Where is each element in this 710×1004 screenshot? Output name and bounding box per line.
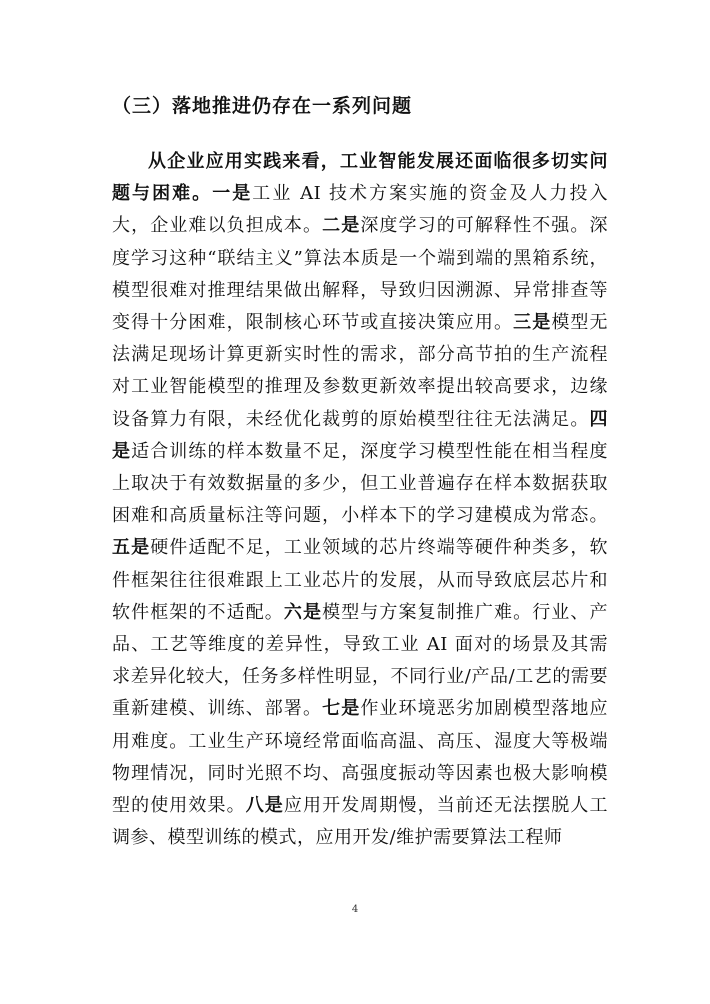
point-8-label: 八是 bbox=[245, 795, 284, 817]
point-4-label: 四是 bbox=[112, 408, 608, 462]
point-5-label: 五是 bbox=[112, 537, 151, 559]
point-7-label: 七是 bbox=[322, 698, 361, 720]
point-5-text: 硬件适配不足，工业领域的芯片终端等硬件种类多，软件框架往往很难跟上工业芯片的发展，从而导致底层芯片和软件框架的不适配。 bbox=[112, 537, 609, 623]
point-3-text: 模型无法满足现场计算更新实时性的需求，部分高节拍的生产流程对工业智能模型的推理及参数更新效率提出较高要求，边缘设备算力有限，未经优化裁剪的原始模型往往无法满足。 bbox=[112, 312, 609, 430]
lead-sentence: 从企业应用实践来看，工业智能发展还面临很多切实问题与困难。 bbox=[112, 151, 608, 205]
page-number: 4 bbox=[351, 904, 359, 915]
section-heading: （三）落地推进仍存在一系列问题 bbox=[112, 95, 413, 117]
point-1-label: 一是 bbox=[212, 183, 253, 205]
point-3-label: 三是 bbox=[513, 312, 552, 334]
point-4-text: 适合训练的样本数量不足，深度学习模型性能在相当程度上取决于有效数据量的多少，但工业普遍存在样本数据获取困难和高质量标注等问题，小样本下的学习建模成为常态。 bbox=[112, 440, 609, 527]
point-8-text: 应用开发周期慢，当前还无法摆脱人工调参、模型训练的模式，应用开发/维护需要算法工程师 bbox=[112, 795, 609, 849]
point-7-text: 作业环境恶劣加剧模型落地应用难度。工业生产环境经常面临高温、高压、湿度大等极端物理情况，同时光照不均、高强度振动等因素也极大影响模型的使用效果。 bbox=[112, 698, 609, 817]
point-2-label: 二是 bbox=[322, 215, 361, 237]
point-6-label: 六是 bbox=[283, 601, 323, 623]
point-1-text: 工业 AI 技术方案实施的资金及人力投入大，企业难以负担成本。 bbox=[112, 183, 608, 237]
point-2-text: 深度学习的可解释性不强。深度学习这种“联结主义”算法本质是一个端到端的黑箱系统，模型很难对推理结果做出解释，导致归因溯源、异常排查等变得十分困难，限制核心环节或直接决策应用。 bbox=[112, 215, 609, 334]
body-paragraph bbox=[112, 146, 608, 854]
point-6-text: 模型与方案复制推广难。行业、产品、工艺等维度的差异性，导致工业 AI 面对的场景及其需求差异化较大，任务多样性明显，不同行业/产品/工艺的需要重新建模、训练、部署。 bbox=[112, 601, 609, 720]
